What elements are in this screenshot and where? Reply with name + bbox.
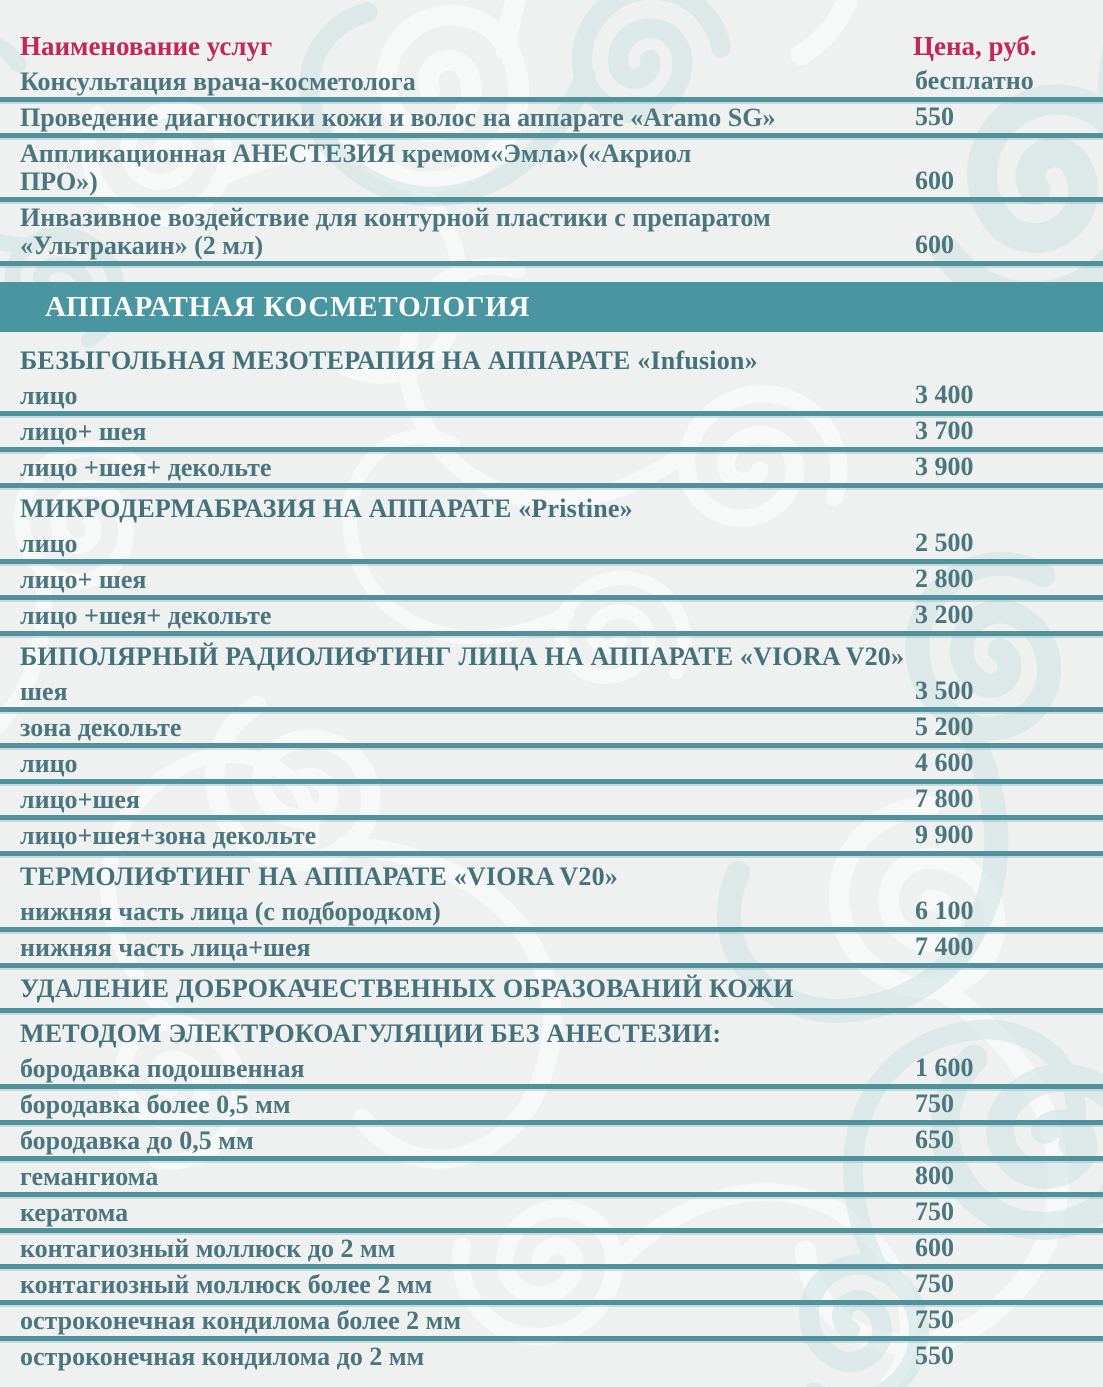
service-name: лицо+шея [20,785,140,814]
service-price: 1 600 [915,1053,974,1082]
section-header [0,488,1103,528]
section-header [0,1013,1103,1053]
service-name: шея [20,677,68,706]
section-title: БЕЗЫГОЛЬНАЯ МЕЗОТЕРАПИЯ НА АППАРАТЕ «Infusion» [20,346,758,375]
service-name: нижняя часть лица+шея [20,933,311,962]
service-name: остроконечная кондилома до 2 мм [20,1342,425,1371]
service-price: 5 200 [915,712,974,741]
section-title: ТЕРМОЛИФТИНГ НА АППАРАТЕ «VIORA V20» [20,862,618,891]
service-name: бородавка подошвенная [20,1054,305,1083]
category-banner [0,282,1103,332]
table-row [0,1269,1103,1305]
service-name: бородавка до 0,5 мм [20,1126,254,1155]
section-header [0,340,1103,380]
section-header [0,856,1103,896]
service-name: лицо [20,749,78,778]
service-name: остроконечная кондилома более 2 мм [20,1306,462,1335]
service-price: 9 900 [915,820,974,849]
table-row [0,932,1103,968]
table-row [0,1125,1103,1161]
service-price: 6 100 [915,896,974,925]
service-name: зона декольте [20,713,182,742]
table-row [0,600,1103,636]
service-price: 3 900 [915,452,974,481]
table-row [0,1341,1103,1372]
table-row [0,528,1103,564]
table-row [0,564,1103,600]
table-row [0,1161,1103,1197]
service-price: 600 [915,230,954,259]
service-name: Проведение диагностики кожи и волос на аппарате «Aramo SG» [20,103,776,132]
service-price: 7 800 [915,784,974,813]
service-name: лицо+ шея [20,417,147,446]
service-name: бородавка более 0,5 мм [20,1090,291,1119]
table-row [0,380,1103,416]
service-name: контагиозный моллюск более 2 мм [20,1270,433,1299]
service-name: лицо +шея+ декольте [20,453,272,482]
table-row [0,452,1103,488]
service-price: 3 700 [915,416,974,445]
service-price: 2 800 [915,564,974,593]
service-name: нижняя часть лица (с подбородком) [20,897,441,926]
table-header [0,0,1103,66]
service-price: 3 400 [915,380,974,409]
service-name: гемангиома [20,1162,159,1191]
table-body [0,66,1103,1372]
service-price: 4 600 [915,748,974,777]
service-name: Инвазивное воздействие для контурной пластики с препаратом «Ультракаин» (2 мл) [20,203,771,260]
service-name: лицо [20,381,78,410]
section-title: МЕТОДОМ ЭЛЕКТРОКОАГУЛЯЦИИ БЕЗ АНЕСТЕЗИИ: [20,1019,722,1048]
service-price: 750 [915,1305,954,1334]
service-price: 7 400 [915,932,974,961]
table-row [0,784,1103,820]
table-row [0,1305,1103,1341]
table-row [0,1053,1103,1089]
section-header [0,968,1103,1013]
service-price: 2 500 [915,528,974,557]
service-name: контагиозный моллюск до 2 мм [20,1234,396,1263]
table-row [0,1197,1103,1233]
section-header [0,636,1103,676]
service-price: 750 [915,1197,954,1226]
table-row [0,66,1103,102]
service-price: 600 [915,166,954,195]
service-name: лицо +шея+ декольте [20,601,272,630]
table-row [0,202,1103,266]
column-header-service: Наименование услуг [20,31,273,61]
table-row [0,896,1103,932]
service-price: 550 [915,102,954,131]
service-price: 650 [915,1125,954,1154]
table-row [0,676,1103,712]
service-price: 800 [915,1161,954,1190]
table-row [0,712,1103,748]
table-row [0,820,1103,856]
service-price: 3 500 [915,676,974,705]
service-name: Аппликационная АНЕСТЕЗИЯ кремом«Эмла»(«Акриол ПРО») [20,139,692,196]
table-row [0,138,1103,202]
category-title: АППАРАТНАЯ КОСМЕТОЛОГИЯ [45,291,531,323]
table-row [0,1089,1103,1125]
service-name: лицо+ шея [20,565,147,594]
column-header-price: Цена, руб. [913,31,1037,61]
service-price: 3 200 [915,600,974,629]
section-title: УДАЛЕНИЕ ДОБРОКАЧЕСТВЕННЫХ ОБРАЗОВАНИЙ КОЖИ [20,974,794,1003]
service-name: лицо+шея+зона декольте [20,821,317,850]
table-row [0,1233,1103,1269]
section-title: МИКРОДЕРМАБРАЗИЯ НА АППАРАТЕ «Pristine» [20,494,633,523]
service-price: 750 [915,1089,954,1118]
table-row [0,748,1103,784]
service-name: лицо [20,529,78,558]
section-title: БИПОЛЯРНЫЙ РАДИОЛИФТИНГ ЛИЦА НА АППАРАТЕ «VIORA V20» [20,642,905,671]
service-price: бесплатно [915,66,1034,95]
table-row [0,102,1103,138]
service-name: кератома [20,1198,129,1227]
service-price: 600 [915,1233,954,1262]
service-price: 550 [915,1341,954,1370]
service-name: Консультация врача-косметолога [20,67,416,96]
service-price: 750 [915,1269,954,1298]
table-row [0,416,1103,452]
